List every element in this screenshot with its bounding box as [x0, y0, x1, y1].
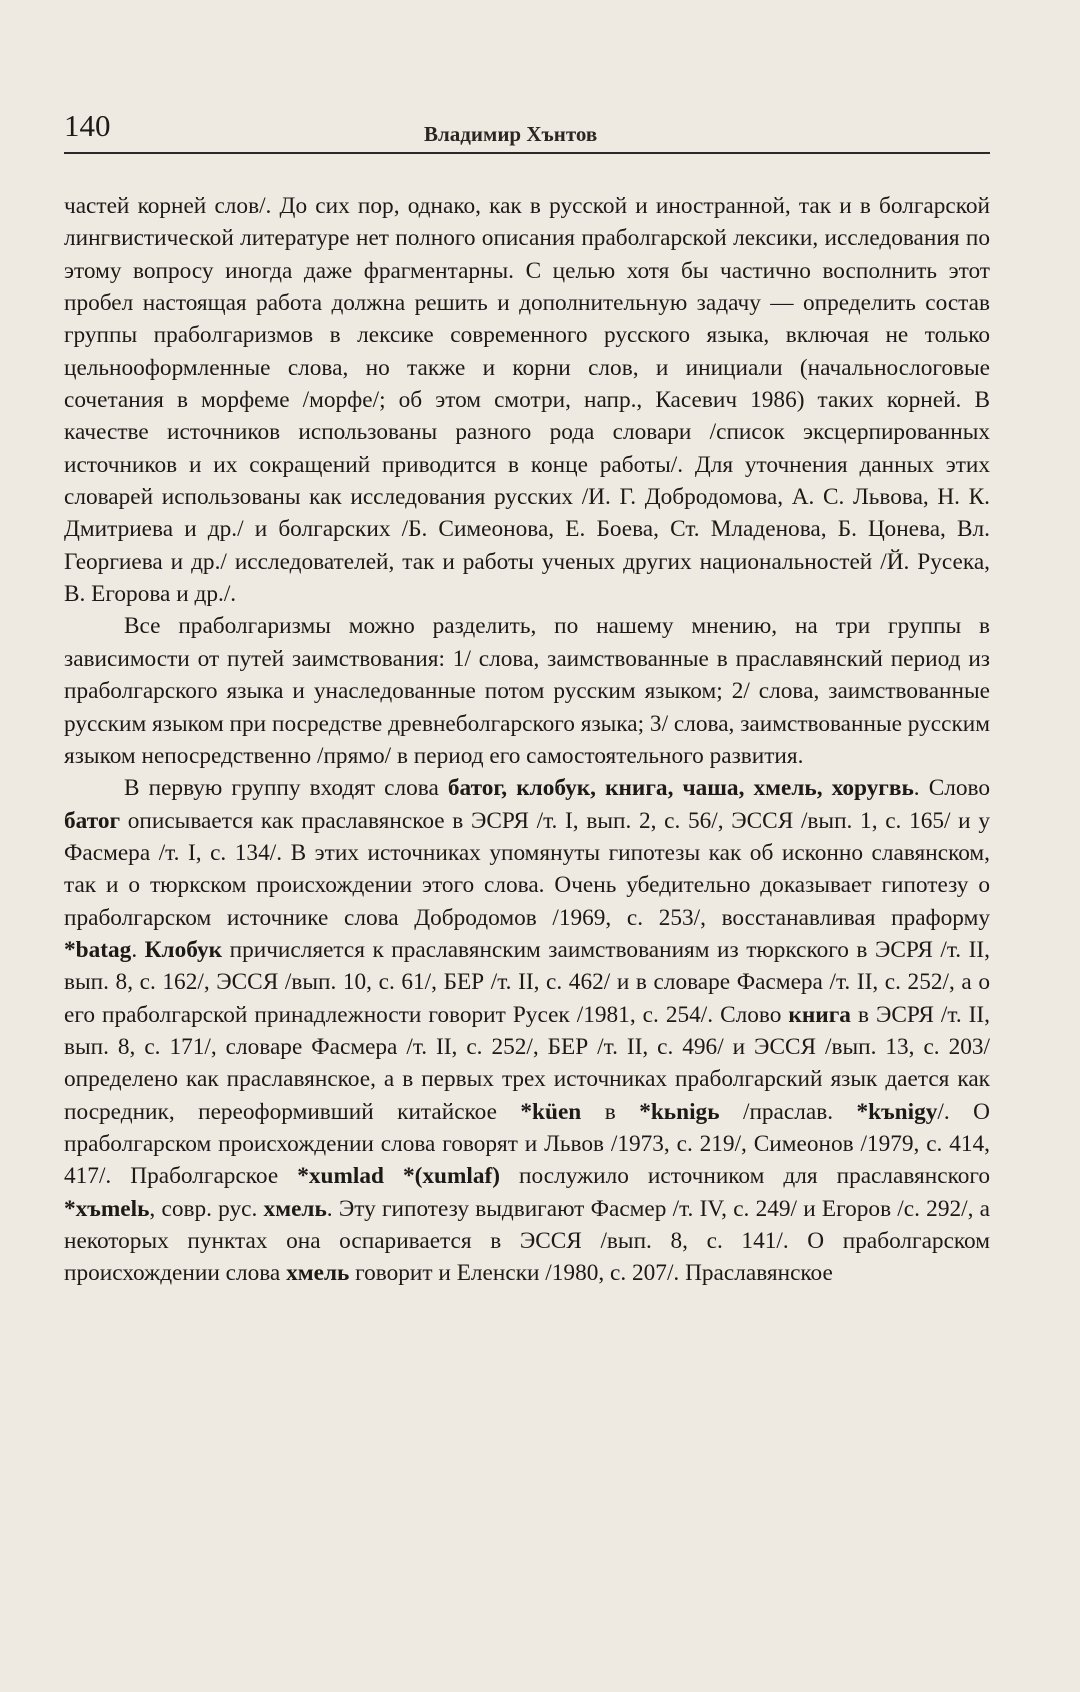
header-rule — [64, 152, 990, 154]
bold-term: *kъnigy — [856, 1098, 938, 1125]
bold-term: *küen — [520, 1098, 582, 1125]
page-header — [64, 100, 990, 152]
text-run: частей корней слов/. До сих пор, однако, как в русской и иностранной, так и в болгарской лингвистической литературе нет полного описания праболгарской лексики, исследования по этому вопросу иногда даже фрагментарны. С целью хотя бы частично восполнить этот пробел настоящая работа должна решить и дополнительную задачу — определить состав группы праболгаризмов в лексике современного русского языка, включая не только цельнооформленные слова, но также и корни слов, и инициали (начальнослоговые сочетания в морфеме /морфе/; об этом смотри, напр., Касевич 1986) таких корней. В качестве источников использованы разного рода словари /список эксцерпированных источников и их сокращений приводится в конце работы/. Для уточнения данных этих словарей использованы как исследования русских /И. Г. Добродомова, А. С. Львова, Н. К. Дмитриева и др./ и болгарских /Б. Симеонова, Е. Боева, Ст. Младенова, Б. Цонева, Вл. Георгиева и др./ исследователей, так и работы ученых других национальностей /Й. Русека, В. Егорова и др./. — [64, 193, 990, 608]
bold-term: Клобук — [144, 936, 223, 963]
paragraph — [64, 190, 990, 610]
text-run: . Эту гипотезу выдвигают Фасмер /т. IV, с. 249/ и Егоров /с. 292/, а некоторых пунктах она оспаривается в ЭССЯ /вып. 8, с. 141/. О праболгарском происхождении слова — [64, 1195, 990, 1287]
bold-term: батог, клобук, книга, чаша, хмель, хоругвь — [447, 775, 914, 802]
bold-term: хмель — [263, 1195, 327, 1222]
running-head: Владимир Хънтов — [424, 122, 598, 146]
text-run: в — [581, 1098, 640, 1125]
paragraph — [64, 772, 990, 1290]
text-run: послужило источником для праславянского — [500, 1163, 990, 1190]
bold-term: книга — [788, 1001, 851, 1028]
text-run: говорит и Еленски /1980, с. 207/. Праславянское — [349, 1260, 833, 1287]
bold-term: хмель — [286, 1260, 350, 1287]
bold-term: *batag — [64, 936, 132, 963]
text-run: Все праболгаризмы можно разделить, по нашему мнению, на три группы в зависимости от путей заимствования: 1/ слова, заимствованные в праславянский период из праболгарского языка и унаследованные потом русским языком; 2/ слова, заимствованные русским языком при посредстве древнеболгарского языка; 3/ слова, заимствованные русским языком непосредственно /прямо/ в период его самостоятельного развития. — [64, 613, 990, 769]
text-run: В первую группу входят слова — [124, 775, 448, 802]
text-run: /. О праболгарском происхождении слова говорят и Львов /1973, с. 219/, Симеонов /1979, с. 414, 417/. Праболгарское — [64, 1098, 991, 1190]
text-run: описывается как праславянское в ЭСРЯ /т. I, вып. 2, с. 56/, ЭССЯ /вып. 1, с. 165/ и у Фасмера /т. I, с. 134/. В этих источниках упомянуты гипотезы как об исконно славянском, так и о тюркском происхождении этого слова. Очень убедительно доказывает гипотезу о праболгарском источнике слова Добродомов /1969, с. 253/, восстанавливая праформу — [64, 807, 990, 931]
page-number: 140 — [64, 108, 111, 143]
text-run: . — [131, 936, 145, 963]
paragraph — [64, 610, 990, 772]
bold-term: батог — [64, 807, 121, 834]
bold-term: *kьnigь — [639, 1098, 720, 1125]
text-run: , совр. рус. — [149, 1195, 264, 1222]
bold-term: *xъmelь — [64, 1195, 150, 1222]
body-text — [64, 190, 990, 1290]
text-run: . Слово — [913, 775, 990, 802]
text-run: причисляется к праславянским заимствованиям из тюркского в ЭСРЯ /т. II, вып. 8, с. 162/, ЭССЯ /вып. 10, с. 61/, БЕР /т. II, с. 462/ и в словаре Фасмера /т. II, с. 252/, а о его праболгарской принадлежности говорит Русек /1981, с. 254/. Слово — [64, 936, 990, 1028]
bold-term: *xumlad *(xumlaf) — [297, 1163, 501, 1190]
text-run: в ЭСРЯ /т. II, вып. 8, с. 171/, словаре Фасмера /т. II, с. 252/, БЕР /т. II, с. 496/ и ЭССЯ /вып. 13, с. 203/ определено как праславянское, а в первых трех источниках праболгарский язык дается как посредник, переоформивший китайское — [64, 1001, 991, 1125]
text-run: /праслав. — [719, 1098, 857, 1125]
